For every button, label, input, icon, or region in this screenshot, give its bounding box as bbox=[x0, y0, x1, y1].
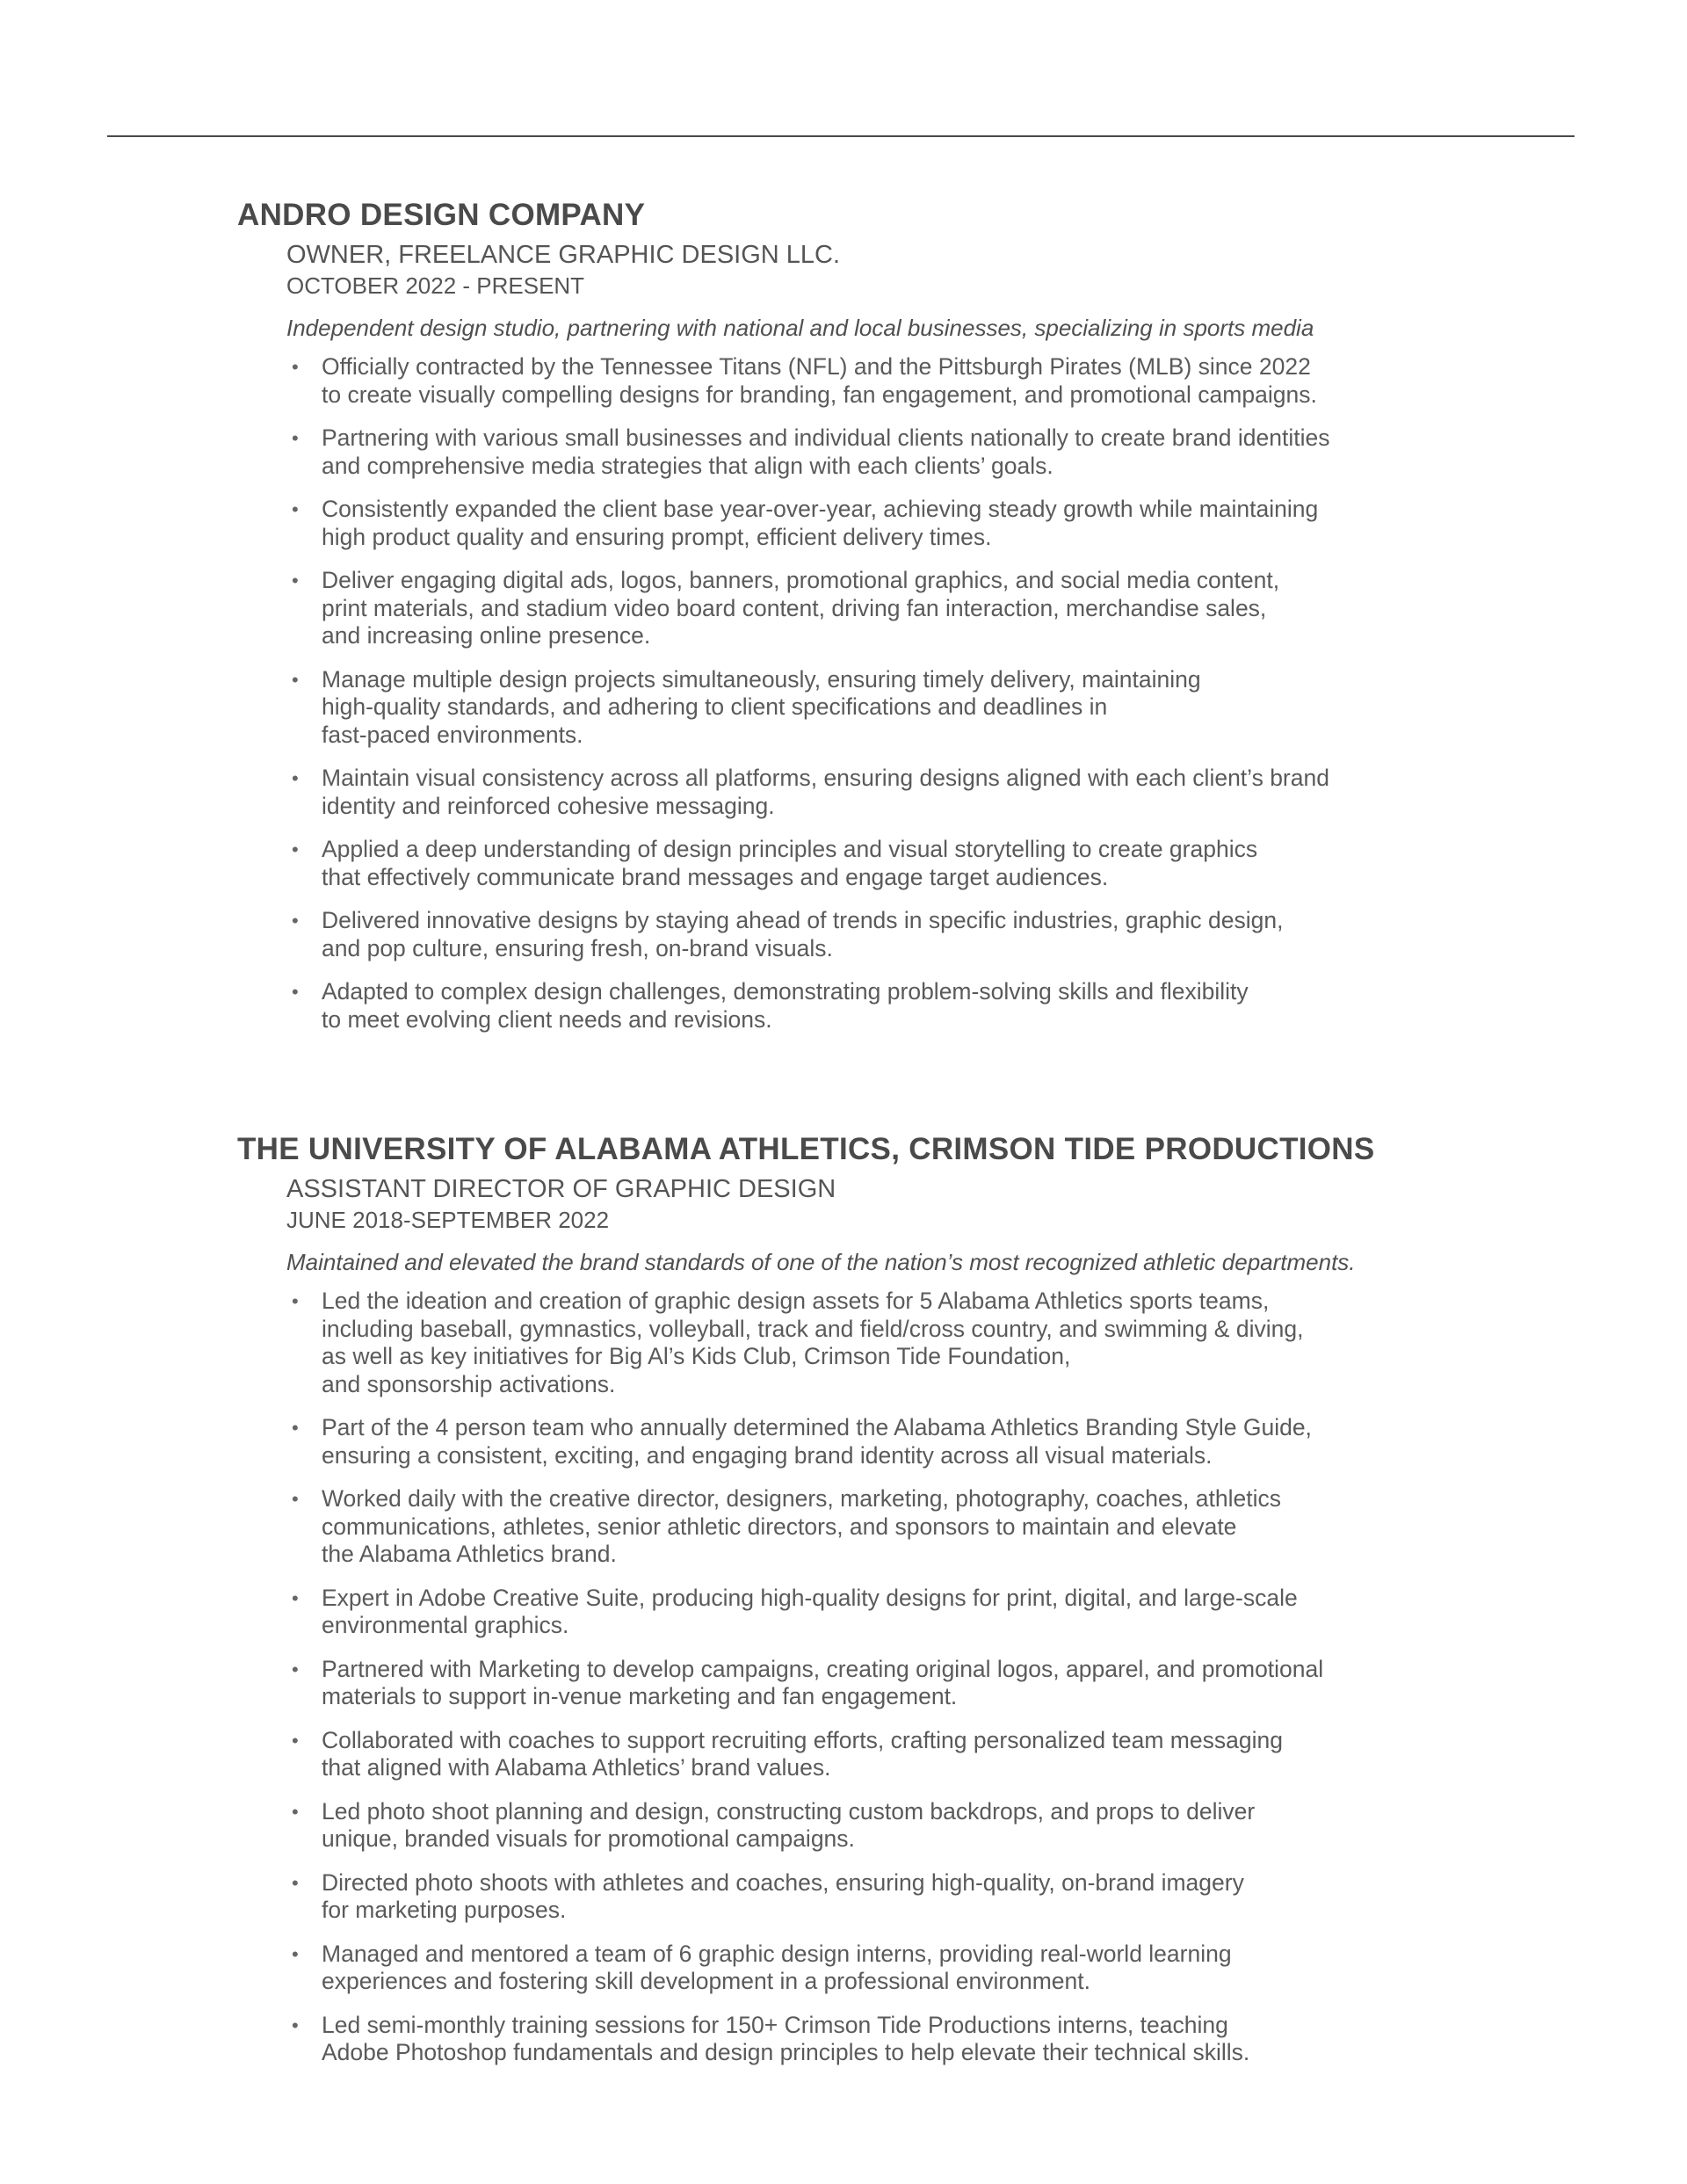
bullet-item bbox=[286, 1941, 1467, 1996]
bullet-icon: • bbox=[292, 838, 299, 860]
bullet-item bbox=[286, 907, 1467, 962]
company-name: ANDRO DESIGN COMPANY bbox=[237, 198, 646, 232]
bullet-text: Deliver engaging digital ads, logos, banners, promotional graphics, and social media content, print materials, and stadium video board content, driving fan interaction, merchandise sales, and increasing online presence. bbox=[322, 567, 1280, 649]
bullet-icon: • bbox=[292, 1586, 299, 1609]
bullet-icon: • bbox=[292, 356, 299, 378]
job-summary: Independent design studio, partnering with national and local businesses, specializing in sports media bbox=[286, 315, 1314, 341]
bullet-list bbox=[286, 353, 1467, 1034]
company-name: THE UNIVERSITY OF ALABAMA ATHLETICS, CRIMSON TIDE PRODUCTIONS bbox=[237, 1132, 1375, 1166]
job-summary: Maintained and elevated the brand standards of one of the nation’s most recognized athletic departments. bbox=[286, 1249, 1356, 1275]
bullet-item bbox=[286, 1869, 1467, 1925]
bullet-text: Adapted to complex design challenges, demonstrating problem-solving skills and flexibility to meet evolving client needs and revisions. bbox=[322, 978, 1249, 1033]
bullet-item bbox=[286, 424, 1467, 480]
bullet-item bbox=[286, 1485, 1467, 1569]
bullet-icon: • bbox=[292, 2013, 299, 2036]
bullet-text: Worked daily with the creative director, designers, marketing, photography, coaches, athletics communications, athletes, senior athletic directors, and sponsors to maintain and elevate the Alabama Athletics brand. bbox=[322, 1485, 1281, 1567]
bullet-text: Led semi-monthly training sessions for 150+ Crimson Tide Productions interns, teaching Adobe Photoshop fundamentals and design principles to help elevate their technical skills. bbox=[322, 2011, 1250, 2065]
role-block bbox=[286, 1173, 1467, 2067]
bullet-item bbox=[286, 1656, 1467, 1711]
job-dates: JUNE 2018-SEPTEMBER 2022 bbox=[286, 1207, 610, 1233]
bullet-icon: • bbox=[292, 668, 299, 691]
top-divider bbox=[107, 135, 1575, 137]
bullet-icon: • bbox=[292, 427, 299, 449]
bullet-item bbox=[286, 666, 1467, 750]
bullet-icon: • bbox=[292, 570, 299, 591]
bullet-icon: • bbox=[292, 1417, 299, 1439]
bullet-text: Partnered with Marketing to develop campaigns, creating original logos, apparel, and promotional materials to support in-venue marketing and fan engagement. bbox=[322, 1655, 1324, 1709]
bullet-icon: • bbox=[292, 1290, 299, 1312]
bullet-icon: • bbox=[292, 767, 299, 789]
bullet-list bbox=[286, 1288, 1467, 2067]
bullet-icon: • bbox=[292, 981, 299, 1003]
bullet-text: Applied a deep understanding of design principles and visual storytelling to create graphics that effectively communicate brand messages and engage target audiences. bbox=[322, 836, 1258, 890]
bullet-item bbox=[286, 353, 1467, 409]
bullet-icon: • bbox=[292, 1658, 299, 1680]
bullet-icon: • bbox=[292, 1729, 299, 1752]
bullet-icon: • bbox=[292, 1800, 299, 1823]
bullet-item bbox=[286, 2012, 1467, 2067]
bullet-item bbox=[286, 1414, 1467, 1469]
bullet-icon: • bbox=[292, 498, 299, 520]
bullet-item bbox=[286, 567, 1467, 650]
bullet-text: Led photo shoot planning and design, constructing custom backdrops, and props to deliver unique, branded visuals for promotional campaigns. bbox=[322, 1797, 1256, 1852]
job-section bbox=[237, 1129, 1467, 2083]
bullet-text: Led the ideation and creation of graphic design assets for 5 Alabama Athletics sports teams, including baseball, gymnastics, volleyball, track and field/cross country, and swimming & diving, as well as key initiatives for Big Al’s Kids Club, Crimson Tide Foundation, and sponsorship activations. bbox=[322, 1288, 1304, 1397]
bullet-icon: • bbox=[292, 1942, 299, 1965]
bullet-text: Manage multiple design projects simultaneously, ensuring timely delivery, maintaining high-quality standards, and adhering to client specifications and deadlines in fast-paced environments. bbox=[322, 665, 1201, 748]
bullet-item bbox=[286, 1585, 1467, 1640]
role-block bbox=[286, 239, 1467, 1034]
bullet-icon: • bbox=[292, 1488, 299, 1510]
job-section bbox=[237, 195, 1467, 1049]
bullet-text: Collaborated with coaches to support recruiting efforts, crafting personalized team messaging that aligned with Alabama Athletics’ brand values. bbox=[322, 1726, 1283, 1781]
bullet-item bbox=[286, 1727, 1467, 1782]
job-title: OWNER, FREELANCE GRAPHIC DESIGN LLC. bbox=[286, 241, 841, 269]
job-dates: OCTOBER 2022 - PRESENT bbox=[286, 272, 585, 299]
bullet-icon: • bbox=[292, 1871, 299, 1894]
bullet-text: Officially contracted by the Tennessee Titans (NFL) and the Pittsburgh Pirates (MLB) since 2022 to create visually compelling designs for branding, fan engagement, and promotional campaigns. bbox=[322, 353, 1317, 408]
bullet-text: Expert in Adobe Creative Suite, producing high-quality designs for print, digital, and large-scale environmental graphics. bbox=[322, 1584, 1298, 1638]
bullet-text: Managed and mentored a team of 6 graphic design interns, providing real-world learning experiences and fostering skill development in a professional environment. bbox=[322, 1940, 1232, 1994]
bullet-item bbox=[286, 1798, 1467, 1854]
bullet-text: Consistently expanded the client base year-over-year, achieving steady growth while maintaining high product quality and ensuring prompt, efficient delivery times. bbox=[322, 496, 1319, 550]
bullet-item bbox=[286, 1288, 1467, 1398]
bullet-text: Part of the 4 person team who annually determined the Alabama Athletics Branding Style Guide, ensuring a consistent, exciting, and engaging brand identity across all visual materials. bbox=[322, 1414, 1312, 1469]
bullet-text: Delivered innovative designs by staying ahead of trends in specific industries, graphic design, and pop culture, ensuring fresh, on-brand visuals. bbox=[322, 907, 1284, 961]
bullet-icon: • bbox=[292, 910, 299, 932]
bullet-text: Partnering with various small businesses and individual clients nationally to create brand identities and comprehensive media strategies that align with each clients’ goals. bbox=[322, 424, 1330, 479]
bullet-text: Directed photo shoots with athletes and coaches, ensuring high-quality, on-brand imagery for marketing purposes. bbox=[322, 1868, 1244, 1923]
bullet-item bbox=[286, 765, 1467, 820]
bullet-item bbox=[286, 496, 1467, 551]
bullet-item bbox=[286, 978, 1467, 1034]
job-title: ASSISTANT DIRECTOR OF GRAPHIC DESIGN bbox=[286, 1175, 836, 1203]
bullet-text: Maintain visual consistency across all platforms, ensuring designs aligned with each client’s brand identity and reinforced cohesive messaging. bbox=[322, 765, 1329, 819]
bullet-item bbox=[286, 836, 1467, 891]
